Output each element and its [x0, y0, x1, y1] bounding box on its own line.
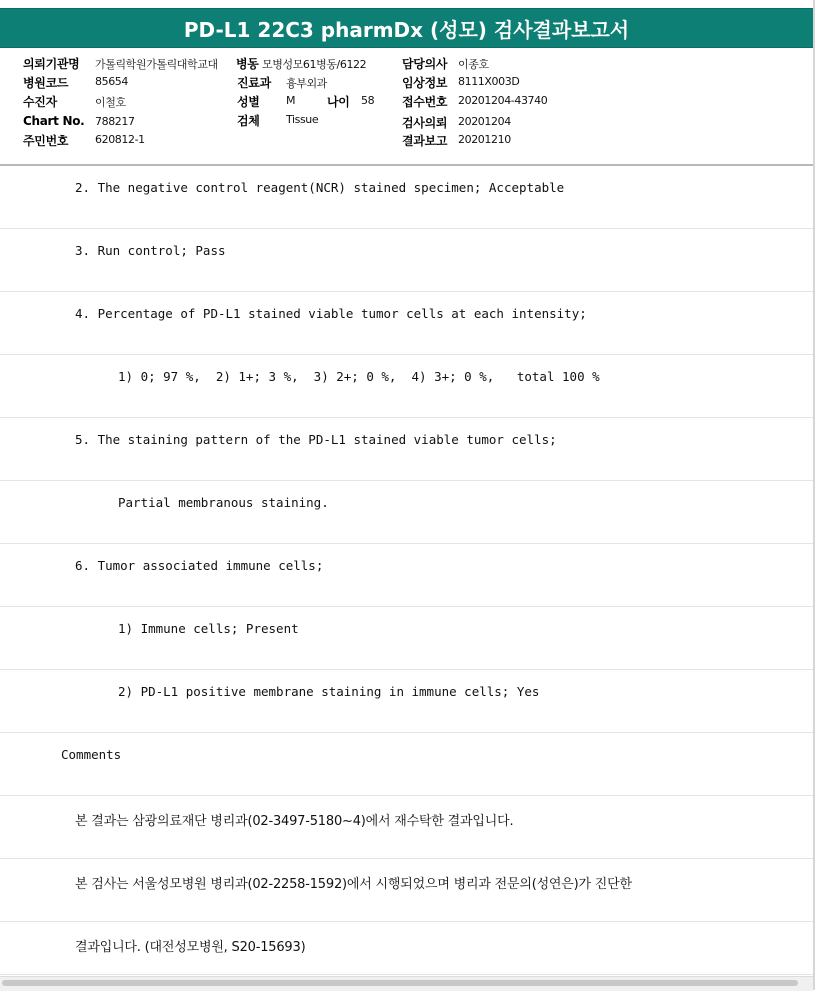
report-line-text: 6. Tumor associated immune cells;	[75, 558, 324, 573]
report-line	[0, 607, 813, 670]
request-value: 20201204	[458, 115, 511, 128]
report-line-text: 1) Immune cells; Present	[118, 621, 299, 636]
sex-label: 성별	[237, 95, 260, 109]
comments-heading: Comments	[61, 747, 122, 762]
report-line	[0, 922, 813, 975]
chart-label: Chart No.	[23, 114, 85, 128]
report-line	[0, 166, 813, 229]
report-line-text: 2. The negative control reagent(NCR) stained specimen; Acceptable	[75, 180, 565, 195]
doctor-value: 이종호	[458, 58, 489, 71]
specimen-value: Tissue	[286, 113, 319, 126]
report-line-text: 2) PD-L1 positive membrane staining in immune cells; Yes	[118, 684, 540, 699]
report-date-value: 20201210	[458, 133, 511, 146]
report-title: PD-L1 22C3 pharmDx (성모) 검사결과보고서	[183, 17, 630, 42]
dept-label: 진료과	[237, 76, 271, 90]
report-line-text: 1) 0; 97 %, 2) 1+; 3 %, 3) 2+; 0 %, 4) 3+; 0 %, total 100 %	[118, 369, 600, 384]
ward-value: 모병성모61병동/6122	[262, 58, 367, 71]
report-line	[0, 670, 813, 733]
report-line-text: 본 결과는 삼광의료재단 병리과(02-3497-5180~4)에서 재수탁한 결과입니다.	[75, 814, 514, 829]
horizontal-scrollbar[interactable]	[0, 976, 813, 991]
age-label: 나이	[327, 95, 350, 109]
report-line	[0, 229, 813, 292]
report-line-text: 결과입니다. (대전성모병원, S20-15693)	[75, 940, 306, 955]
report-line	[0, 481, 813, 544]
report-date-label: 결과보고	[402, 134, 448, 148]
scrollbar-thumb[interactable]	[2, 980, 798, 986]
id-label: 주민번호	[23, 134, 69, 148]
request-label: 검사의뢰	[402, 116, 448, 130]
report-line	[0, 544, 813, 607]
report-line-text: 3. Run control; Pass	[75, 243, 226, 258]
receipt-label: 접수번호	[402, 95, 448, 109]
age-value: 58	[361, 94, 375, 107]
ward-label: 병동	[236, 57, 259, 71]
report-line	[0, 733, 813, 796]
patient-info-header	[0, 48, 813, 163]
patient-label: 수진자	[23, 95, 57, 109]
doctor-label: 담당의사	[402, 57, 448, 71]
report-line	[0, 355, 813, 418]
chart-value: 788217	[95, 115, 135, 128]
specimen-label: 검체	[237, 114, 260, 128]
report-line	[0, 796, 813, 859]
hospital-code-value: 85654	[95, 75, 128, 88]
report-line-text: 본 검사는 서울성모병원 병리과(02-2258-1592)에서 시행되었으며 병리과 전문의(성연은)가 진단한	[75, 877, 632, 892]
report-body[interactable]	[0, 166, 813, 976]
report-line	[0, 859, 813, 922]
institution-value: 가톨릭학원가톨릭대학교대	[95, 58, 218, 71]
institution-label: 의뢰기관명	[23, 57, 80, 71]
dept-value: 흉부외과	[286, 77, 327, 90]
receipt-value: 20201204-43740	[458, 94, 548, 107]
report-line-text: Partial membranous staining.	[118, 495, 329, 510]
report-line	[0, 418, 813, 481]
report-title-bar	[0, 8, 813, 48]
id-value: 620812-1	[95, 133, 145, 146]
patient-value: 이철호	[95, 96, 126, 109]
hospital-code-label: 병원코드	[23, 76, 69, 90]
report-line-text: 5. The staining pattern of the PD-L1 stained viable tumor cells;	[75, 432, 557, 447]
sex-value: M	[286, 94, 296, 107]
report-line-text: 4. Percentage of PD-L1 stained viable tumor cells at each intensity;	[75, 306, 587, 321]
clinical-label: 임상정보	[402, 76, 448, 90]
clinical-value: 8111X003D	[458, 75, 520, 88]
report-line	[0, 292, 813, 355]
